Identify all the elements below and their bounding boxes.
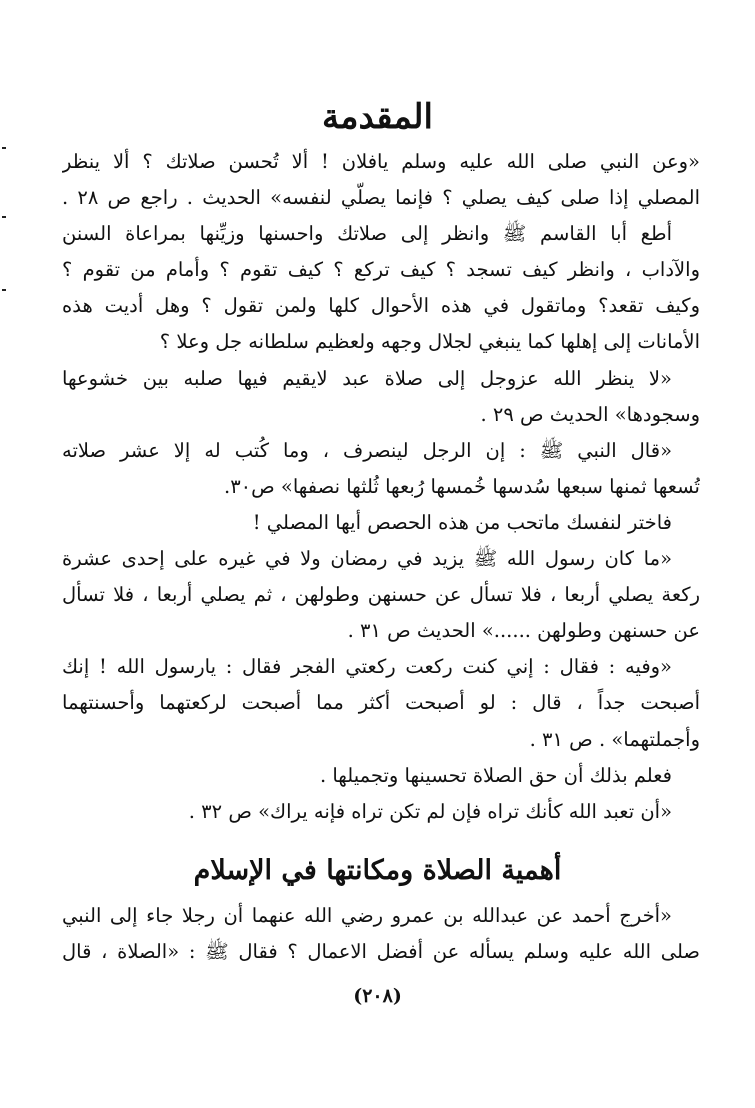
text-line: «أخرج أحمد عن عبدالله بن عمرو رضي الله عنهما أن رجلا جاء إلى النبي: [62, 904, 672, 927]
text-line: فاختر لنفسك ماتحب من هذه الحصص أيها المصلي !: [252, 510, 672, 534]
scan-edge-mark: [2, 289, 6, 291]
scan-edge-mark: [2, 216, 6, 218]
text-line: وسجودها» الحديث ص ٢٩ .: [480, 402, 700, 426]
text-line: والآداب ، وانظر كيف تسجد ؟ كيف تركع ؟ كيف تقوم ؟ وأمام من تقوم ؟: [62, 258, 700, 282]
text-line: صلى الله عليه وسلم يسأله عن أفضل الاعمال ؟ فقال ﷺ : «الصلاة ، قال: [62, 940, 700, 964]
scan-edge-mark: [2, 147, 6, 149]
text-line: وكيف تقعد؟ وماتقول في هذه الأحوال كلها ولمن تقول ؟ وهل أديت هذه: [62, 294, 700, 318]
section-heading: أهمية الصلاة ومكانتها في الإسلام: [193, 855, 562, 886]
text-line: تُسعها ثمنها سبعها سُدسها خُمسها رُبعها ثُلثها نصفها» ص٣٠.: [224, 474, 700, 498]
page-number: (٢٠٨): [353, 985, 402, 1007]
text-line: «وفيه : فقال : إني كنت ركعت ركعتي الفجر فقال : يارسول الله ! إنك: [62, 655, 672, 679]
text-line: الأمانات إلى إهلها كما ينبغي لجلال وجهه ولعظيم سلطانه جل وعلا ؟: [159, 330, 700, 354]
text-line: المصلي إذا صلى كيف يصلي ؟ فإنما يصلّي لنفسه» الحديث . راجع ص ٢٨ .: [62, 186, 700, 210]
text-line: أصبحت جداً ، قال : لو أصبحت أكثر مما أصبحت لركعتهما وأحسنتهما: [62, 691, 700, 715]
text-line: «ما كان رسول الله ﷺ يزيد في رمضان ولا في غيره على إحدى عشرة: [62, 547, 672, 571]
text-line: أطع أبا القاسم ﷺ وانظر إلى صلاتك واحسنها وزيِّنها بمراعاة السنن: [62, 222, 672, 246]
main-text-block: [62, 144, 700, 830]
text-line: فعلم بذلك أن حق الصلاة تحسينها وتجميلها .: [319, 763, 672, 787]
page-heading: المقدمة: [322, 97, 433, 137]
section-text-block: [62, 898, 700, 970]
text-line: «لا ينظر الله عزوجل إلى صلاة عبد لايقيم فيها صلبه بين خشوعها: [62, 366, 672, 390]
text-line: «قال النبي ﷺ : إن الرجل لينصرف ، وما كُتب له إلا عشر صلاته: [62, 438, 672, 462]
text-line: «أن تعبد الله كأنك تراه فإن لم تكن تراه فإنه يراك» ص ٣٢ .: [188, 799, 672, 823]
text-line: وأجملتهما» . ص ٣١ .: [529, 727, 700, 751]
text-line: عن حسنهن وطولهن ......» الحديث ص ٣١ .: [347, 619, 700, 643]
text-line: ركعة يصلي أربعا ، فلا تسأل عن حسنهن وطولهن ، ثم يصلي أربعا ، فلا تسأل: [62, 583, 700, 607]
text-line: «وعن النبي صلى الله عليه وسلم يافلان ! ألا تُحسن صلاتك ؟ ألا ينظر: [62, 150, 700, 173]
